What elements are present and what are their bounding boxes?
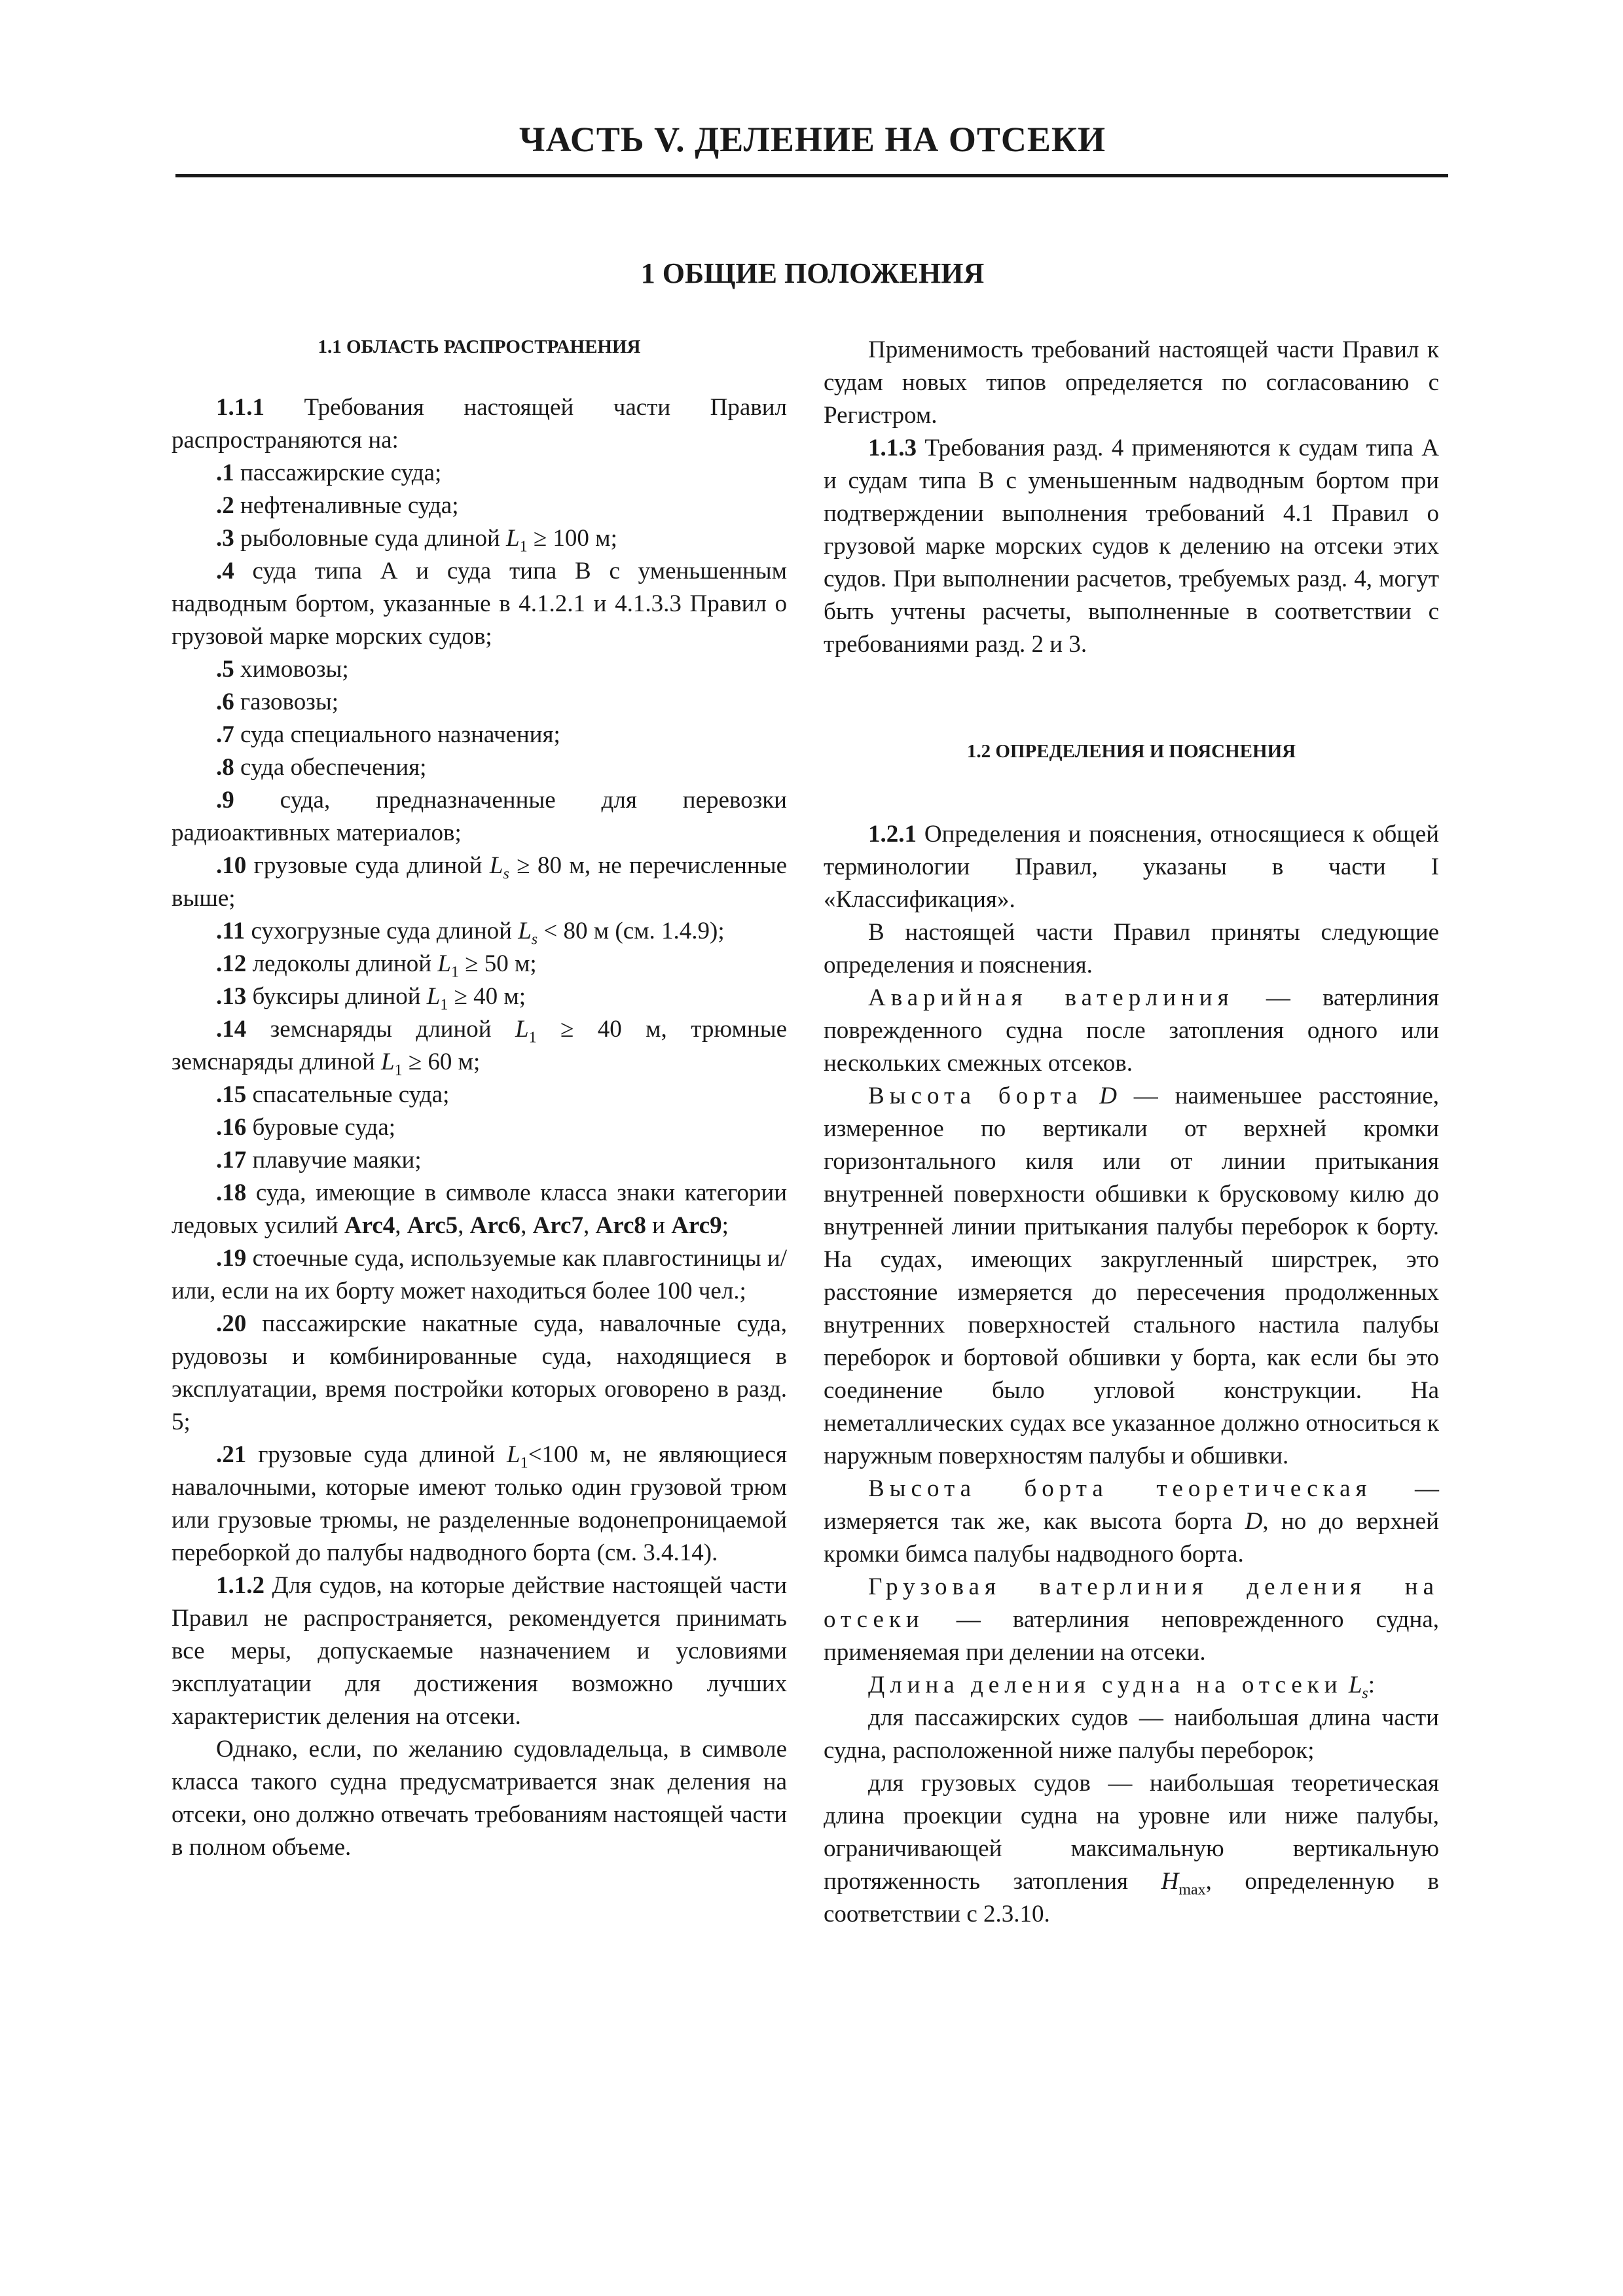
list-item-15: [172, 1079, 787, 1111]
item-text: буровые суда;: [246, 1114, 396, 1141]
list-item-21: [172, 1439, 787, 1570]
list-item-8: [172, 751, 787, 784]
definition-term: Аварийная ватерлиния: [868, 984, 1234, 1011]
list-item-11: [172, 915, 787, 948]
item-text: сухогрузные суда длиной: [245, 918, 519, 944]
item-number: .1: [216, 459, 234, 486]
list-item-13: [172, 980, 787, 1013]
ice-class-mark: Arc9: [671, 1212, 722, 1239]
item-text: < 80 м (см. 1.4.9);: [538, 918, 725, 944]
item-number: .10: [216, 852, 247, 879]
definition-text: — измеряется так же, как высота борта: [824, 1475, 1439, 1535]
math-symbol: H: [1161, 1868, 1179, 1895]
item-number: .12: [216, 950, 247, 977]
list-item-1: [172, 457, 787, 490]
para-text: Для судов, на которые действие настоящей части Правил не распространяется, рекомендуется принимать все меры, допускаемые назначением и условиями эксплуатации для достижения возможно лучших характеристик деления на отсеки.: [172, 1572, 787, 1730]
list-item-6: [172, 686, 787, 719]
para-number: 1.1.1: [216, 394, 264, 421]
item-text: стоечные суда, используемые как плавгостиницы и/или, если на их борту может находиться более 100 чел.;: [172, 1245, 787, 1304]
list-item-9: [172, 784, 787, 850]
subheading-1-2: 1.2 ОПРЕДЕЛЕНИЯ И ПОЯСНЕНИЯ: [966, 741, 1296, 762]
definition-emergency-waterline: [824, 982, 1439, 1080]
item-text: ≥ 40 м, трюмные земснаряды длиной: [172, 1016, 787, 1075]
definition-text: :: [1368, 1672, 1376, 1698]
math-subscript: s: [531, 931, 538, 948]
item-text: суда обеспечения;: [234, 754, 427, 781]
item-number: .16: [216, 1114, 247, 1141]
item-number: .19: [216, 1245, 247, 1272]
item-text: грузовые суда длиной: [246, 852, 490, 879]
ice-class-mark: Arc6: [469, 1212, 521, 1239]
list-item-2: [172, 490, 787, 522]
list-item-19: [172, 1242, 787, 1308]
paragraph-however: Однако, если, по желанию судовладельца, в символе класса такого судна предусматривается знак деления на отсеки, оно должно отвечать требованиям настоящей части в полном объеме.: [172, 1736, 787, 1861]
list-item-17: [172, 1144, 787, 1177]
paragraph-1-1-3: [824, 432, 1439, 661]
math-symbol: L: [489, 852, 503, 879]
paragraph-intro: В настоящей части Правил приняты следующие определения и пояснения.: [824, 919, 1439, 978]
left-column: [172, 334, 787, 1864]
para-text: Определения и пояснения, относящиеся к общей терминологии Правил, указаны в части I «Классификация».: [824, 821, 1439, 913]
list-item-4: [172, 555, 787, 653]
item-number: .4: [216, 558, 234, 584]
para-text: Требования разд. 4 применяются к судам типа А и судам типа В с уменьшенным надводным бортом при подтверждении выполнения требований 4.1 Правил о грузовой марке морских судов к делению на отсеки этих судов. При выполнении расчетов, требуемых разд. 4, могут быть учтены расчеты, выполненные в соответствии с требованиями разд. 2 и 3.: [824, 435, 1439, 658]
math-symbol: L: [1348, 1672, 1362, 1698]
list-item-18: [172, 1177, 787, 1242]
paragraph-1-1-1: [172, 391, 787, 457]
paragraph-cargo-ships: [824, 1767, 1439, 1931]
separator: ,: [520, 1212, 533, 1239]
para-number: 1.2.1: [868, 821, 917, 848]
definition-subdivision-load-waterline: [824, 1571, 1439, 1669]
item-text: ≥ 60 м;: [402, 1049, 481, 1075]
math-subscript: max: [1178, 1881, 1206, 1899]
item-text: грузовые суда длиной: [246, 1441, 507, 1468]
definition-text: — ватерлиния поврежденного судна после затопления одного или нескольких смежных отсеков.: [824, 984, 1439, 1077]
math-symbol: D: [1099, 1083, 1117, 1109]
separator: ,: [583, 1212, 596, 1239]
item-text: газовозы;: [234, 689, 338, 715]
math-symbol: L: [515, 1016, 529, 1043]
paragraph-1-1-2: [172, 1570, 787, 1733]
item-text: буксиры длиной: [246, 983, 427, 1010]
item-text: <100 м, не являющиеся навалочными, которые имеют только один грузовой трюм или грузовые трюмы, не разделенные водонепроницаемой переборкой до палубы надводного борта (см. 3.4.14).: [172, 1441, 787, 1566]
item-text: суда специального назначения;: [234, 721, 560, 748]
list-item-12: [172, 948, 787, 980]
part-title: ЧАСТЬ V. ДЕЛЕНИЕ НА ОТСЕКИ: [519, 120, 1106, 159]
item-text: плавучие маяки;: [246, 1147, 422, 1174]
right-column: [824, 334, 1439, 1931]
item-text: спасательные суда;: [246, 1081, 450, 1108]
item-text: нефтеналивные суда;: [234, 492, 459, 519]
math-subscript: 1: [528, 1029, 537, 1047]
math-symbol: L: [507, 1441, 520, 1468]
definition-depth: [824, 1080, 1439, 1473]
list-item-10: [172, 850, 787, 915]
item-number: .17: [216, 1147, 247, 1174]
section-title: 1 ОБЩИЕ ПОЛОЖЕНИЯ: [640, 257, 985, 289]
item-number: .21: [216, 1441, 247, 1468]
item-text: рыболовные суда длиной: [234, 525, 507, 552]
para-number: 1.1.3: [868, 435, 917, 461]
title-rule: [175, 174, 1448, 177]
item-number: .13: [216, 983, 247, 1010]
definition-term: Длина деления судна на отсеки: [868, 1672, 1343, 1698]
para-text: для грузовых судов — наибольшая теоретическая длина проекции судна на уровне или ниже палубы, ограничивающей максимальную вертикальную протяженность затопления: [824, 1770, 1439, 1895]
item-number: .6: [216, 689, 234, 715]
paragraph-applicability: Применимость требований настоящей части Правил к судам новых типов определяется по согласованию с Регистром.: [824, 336, 1439, 429]
item-text: суда типа А и суда типа В с уменьшенным надводным бортом, указанные в 4.1.2.1 и 4.1.3.3 Правил о грузовой марке морских судов;: [172, 558, 787, 650]
list-item-3: [172, 522, 787, 555]
math-subscript: 1: [519, 538, 528, 556]
item-text: суда, имеющие в символе класса знаки категории ледовых усилий: [172, 1179, 787, 1239]
math-symbol: L: [381, 1049, 395, 1075]
separator: ;: [721, 1212, 729, 1239]
separator: ,: [395, 1212, 407, 1239]
item-text: химовозы;: [234, 656, 349, 683]
definition-term: Грузовая ватерлиния деления на отсеки: [824, 1573, 1439, 1633]
definition-text: , но до верхней кромки бимса палубы надводного борта.: [824, 1508, 1439, 1568]
ice-class-mark: Arc4: [344, 1212, 395, 1239]
separator: ,: [458, 1212, 470, 1239]
item-text: ледоколы длиной: [246, 950, 438, 977]
math-symbol: D: [1245, 1508, 1263, 1535]
item-number: .15: [216, 1081, 247, 1108]
ice-class-mark: Arc5: [407, 1212, 458, 1239]
math-subscript: 1: [440, 996, 448, 1014]
math-symbol: L: [518, 918, 532, 944]
item-number: .9: [216, 787, 234, 814]
definition-text: — ватерлиния неповрежденного судна, применяемая при делении на отсеки.: [824, 1606, 1439, 1666]
ice-class-mark: Arc8: [595, 1212, 646, 1239]
math-subscript: s: [503, 865, 509, 883]
math-subscript: 1: [394, 1062, 403, 1079]
item-number: .20: [216, 1310, 247, 1337]
math-subscript: 1: [520, 1454, 528, 1472]
item-number: .11: [216, 918, 246, 944]
math-symbol: L: [426, 983, 441, 1010]
math-subscript: 1: [450, 963, 459, 981]
list-item-7: [172, 719, 787, 751]
item-text: ≥ 50 м;: [458, 950, 537, 977]
item-text: земснаряды длиной: [246, 1016, 515, 1043]
item-number: .8: [216, 754, 234, 781]
item-text: ≥ 100 м;: [527, 525, 617, 552]
para-text: , определенную в соответствии с 2.3.10.: [824, 1868, 1439, 1928]
para-number: 1.1.2: [216, 1572, 264, 1599]
item-number: .18: [216, 1179, 247, 1206]
item-text: ≥ 80 м, не перечисленные выше;: [172, 852, 787, 912]
definition-subdivision-length: [824, 1669, 1439, 1702]
item-number: .2: [216, 492, 234, 519]
subheading-1-1: 1.1 ОБЛАСТЬ РАСПРОСТРАНЕНИЯ: [318, 336, 641, 357]
item-number: .14: [216, 1016, 247, 1043]
list-item-20: [172, 1308, 787, 1439]
para-text: Требования настоящей части Правил распространяются на:: [172, 394, 787, 454]
definition-text: — наименьшее расстояние, измеренное по вертикали от верхней кромки горизонтального киля или от линии притыкания внутренней поверхности обшивки к брусковому килю до внутренней линии притыкания палубы переборок к борту. На судах, имеющих закругленный ширстрек, это расстояние измеряется до пересечения продолженных внутренних поверхностей стального настила палубы переборок и бортовой обшивки у борта, как если бы это соединение было угловой конструкции. На неметаллических судах все указанное должно относиться к наружным поверхностям палубы и обшивки.: [824, 1083, 1439, 1469]
item-text: суда, предназначенные для перевозки радиоактивных материалов;: [172, 787, 787, 846]
paragraph-passenger-ships: для пассажирских судов — наибольшая длина части судна, расположенной ниже палубы переборок;: [824, 1704, 1439, 1764]
ice-class-mark: Arc7: [532, 1212, 583, 1239]
separator: и: [646, 1212, 672, 1239]
item-number: .5: [216, 656, 234, 683]
list-item-5: [172, 653, 787, 686]
math-symbol: L: [506, 525, 520, 552]
definition-depth-theoretical: [824, 1473, 1439, 1571]
item-number: .7: [216, 721, 234, 748]
math-subscript: s: [1362, 1685, 1368, 1702]
item-number: .3: [216, 525, 234, 552]
item-text: ≥ 40 м;: [448, 983, 526, 1010]
paragraph-1-2-1: [824, 818, 1439, 916]
definition-term: Высота борта: [868, 1083, 1083, 1109]
math-symbol: L: [437, 950, 451, 977]
list-item-14: [172, 1013, 787, 1079]
list-item-16: [172, 1111, 787, 1144]
definition-term: Высота борта теоретическая: [868, 1475, 1372, 1502]
item-text: пассажирские суда;: [234, 459, 442, 486]
item-text: пассажирские накатные суда, навалочные суда, рудовозы и комбинированные суда, находящиеся в эксплуатации, время постройки которых оговорено в разд. 5;: [172, 1310, 787, 1435]
